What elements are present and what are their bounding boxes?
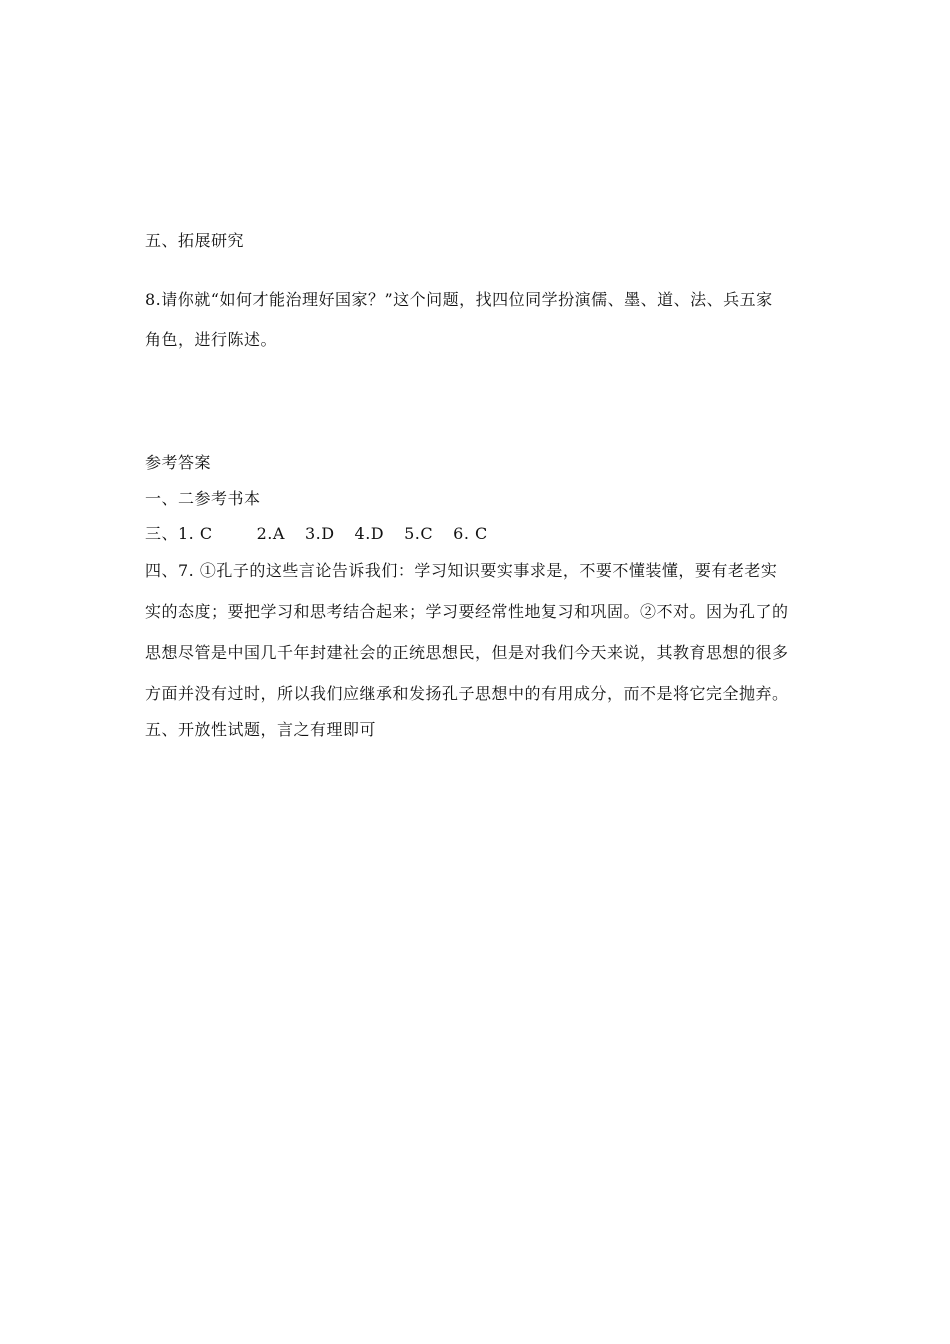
answer-part-5: 五、开放性试题，言之有理即可 xyxy=(145,720,377,739)
answer-item-4: 4.D xyxy=(354,524,385,543)
answer-part-1-2: 一、二参考书本 xyxy=(145,489,261,508)
answers-title: 参考答案 xyxy=(145,453,212,472)
answer-part-4-line-2: 实的态度；要把学习和思考结合起来；学习要经常性地复习和巩固。②不对。因为孔了的 xyxy=(145,602,789,621)
answer-part-3 xyxy=(145,521,488,544)
question-8-line-1: 8.请你就“如何才能治理好国家？”这个问题，找四位同学扮演儒、墨、道、法、兵五家 xyxy=(145,290,773,309)
answer-item-3: 3.D xyxy=(304,524,335,543)
answer-item-2: 2.A xyxy=(256,524,285,543)
answer-part-4-line-4: 方面并没有过时，所以我们应继承和发扬孔子思想中的有用成分，而不是将它完全抛弃。 xyxy=(145,684,789,703)
answer-item-5: 5.C xyxy=(404,524,434,543)
answer-part-4-line-3: 思想尽管是中国几千年封建社会的正统思想民，但是对我们今天来说，其教育思想的很多 xyxy=(145,643,789,662)
answer-part-4-line-1: 四、7. ①孔子的这些言论告诉我们：学习知识要实事求是，不要不懂装懂，要有老老实 xyxy=(145,561,778,580)
question-8-line-2: 角色，进行陈述。 xyxy=(145,330,278,349)
answer-part-3-prefix: 三、1. C xyxy=(145,524,213,543)
answer-item-6: 6. C xyxy=(453,524,488,543)
section-heading: 五、拓展研究 xyxy=(145,231,245,250)
